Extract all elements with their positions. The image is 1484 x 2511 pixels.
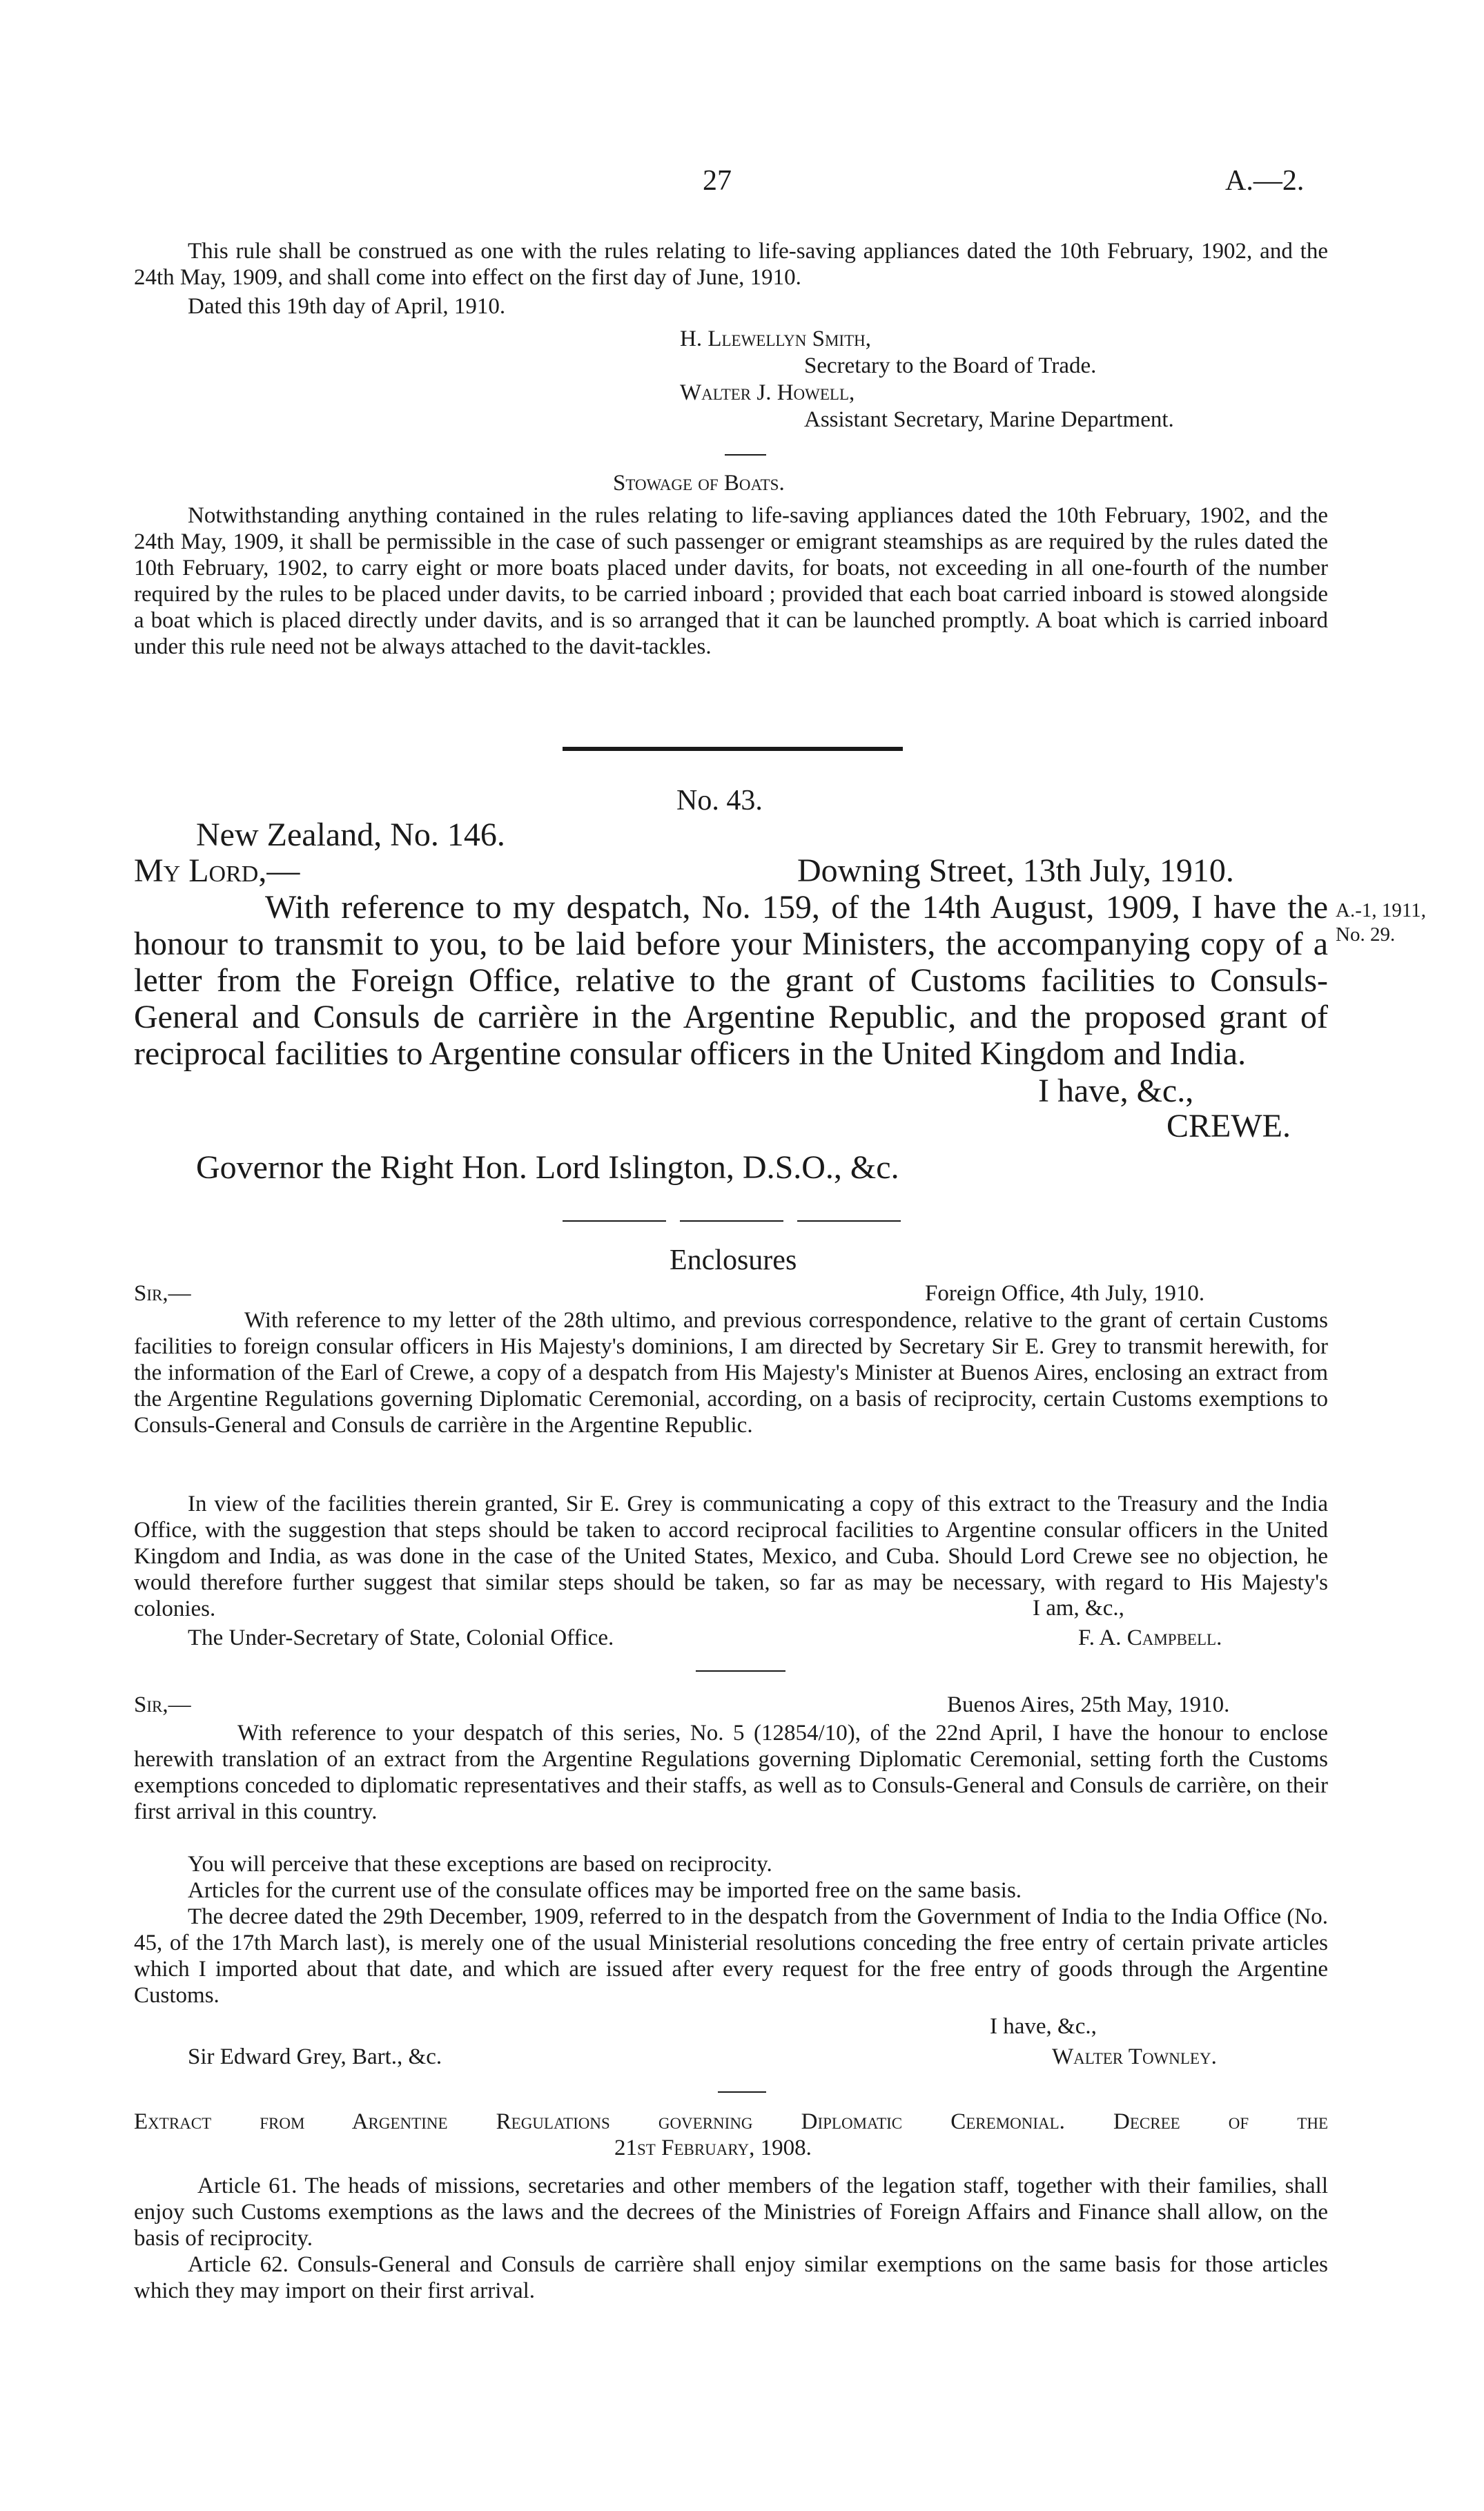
divider	[797, 1220, 901, 1222]
despatch-number: No. 43.	[676, 785, 763, 817]
article-61: Article 61. The heads of missions, secretaries and other members of the legation staff, together with their families, shall enjoy such Customs exemptions as the laws and the decrees of the Ministries of Foreign Affairs and Finance shall allow, on the basis of reciprocity.	[134, 2173, 1328, 2251]
page-number: 27	[703, 165, 732, 197]
letter1-salutation: Sir,—	[134, 1281, 191, 1306]
despatch-address-date: Downing Street, 13th July, 1910.	[797, 852, 1234, 889]
article-62: Article 62. Consuls-General and Consuls de carrière shall enjoy similar exemptions on the same basis for those articles which they may import on their first arrival.	[134, 2252, 1328, 2303]
enclosures-heading: Enclosures	[670, 1244, 797, 1276]
new-zealand-reference: New Zealand, No. 146.	[196, 817, 505, 853]
letter2-paragraph-2: You will perceive that these exceptions are based on reciprocity.	[188, 1852, 772, 1877]
stowage-heading: Stowage of Boats.	[613, 471, 785, 496]
letter2-paragraph-3: Articles for the current use of the consulate offices may be imported free on the same basis.	[188, 1878, 1022, 1903]
letter1-address-date: Foreign Office, 4th July, 1910.	[925, 1281, 1205, 1306]
despatch-closing: I have, &c.,	[1033, 1072, 1193, 1110]
divider	[680, 1220, 783, 1222]
letter1-closing: I am, &c.,	[1027, 1596, 1124, 1621]
letter1-addressee: The Under-Secretary of State, Colonial Office.	[188, 1625, 614, 1650]
margin-reference-2: No. 29.	[1336, 924, 1396, 946]
rule-paragraph: This rule shall be construed as one with the rules relating to life-saving appliances dated the 10th February, 1902, and the 24th May, 1909, and shall come into effect on the first day of June, 1910.	[134, 239, 1328, 290]
short-divider	[725, 454, 766, 456]
extract-heading-line-1: Extract from Argentine Regulations governing Diplomatic Ceremonial. Decree of the	[134, 2109, 1328, 2134]
signatory-2-name: Walter J. Howell,	[680, 380, 855, 405]
letter2-address-date: Buenos Aires, 25th May, 1910.	[947, 1692, 1230, 1717]
short-divider	[718, 2091, 766, 2093]
letter2-paragraph-4: The decree dated the 29th December, 1909, referred to in the despatch from the Government of India to the India Office (No. 45, of the 17th March last), is merely one of the usual Ministerial resolutions conceding the free entry of certain private articles which I imported about that date, and which are issued after every request for the free entry of goods through the Argentine Customs.	[134, 1904, 1328, 2008]
short-divider	[696, 1670, 785, 1672]
stowage-body: Notwithstanding anything contained in the rules relating to life-saving appliances dated the 10th February, 1902, and the 24th May, 1909, it shall be permissible in the case of such passenger or emigrant steamships as are required by the rules dated the 10th February, 1902, to carry eight or more boats placed under davits, for boats, not exceeding in all one-fourth of the number required by the rules to be placed under davits, to be carried inboard ; provided that each boat carried inboard is stowed alongside a boat which is placed directly under davits, and is so arranged that it can be launched promptly. A boat which is carried inboard under this rule need not be always attached to the davit-tackles.	[134, 503, 1328, 659]
letter2-closing: I have, &c.,	[990, 2014, 1097, 2039]
despatch-signature: CREWE.	[1166, 1108, 1291, 1144]
document-code: A.—2.	[1225, 165, 1305, 197]
letter2-signature: Walter Townley.	[1052, 2044, 1217, 2069]
signatory-1-name: H. Llewellyn Smith,	[680, 326, 871, 351]
signatory-1-title: Secretary to the Board of Trade.	[804, 353, 1097, 378]
letter1-paragraph-1: With reference to my letter of the 28th ultimo, and previous correspondence, relative to the grant of certain Customs facilities to foreign consular officers in His Majesty's dominions, I am directed by Secretary Sir E. Grey to transmit herewith, for the information of the Earl of Crewe, a copy of a despatch from His Majesty's Minister at Buenos Aires, enclosing an extract from the Argentine Regulations governing Diplomatic Ceremonial, according, on a basis of reciprocity, certain Customs exemptions to Consuls-General and Consuls de carrière in the Argentine Republic.	[134, 1308, 1328, 1438]
signatory-2-title: Assistant Secretary, Marine Department.	[804, 407, 1174, 432]
letter2-paragraph-1: With reference to your despatch of this series, No. 5 (12854/10), of the 22nd April, I have the honour to enclose herewith translation of an extract from the Argentine Regulations governing Diplomatic Ceremonial, setting forth the Customs exemptions conceded to diplomatic representatives and their staffs, as well as to Consuls-General and Consuls de carrière, on their first arrival in this country.	[134, 1721, 1328, 1824]
divider	[563, 1220, 666, 1222]
letter1-paragraph-2: In view of the facilities therein granted, Sir E. Grey is communicating a copy of this extract to the Treasury and the India Office, with the suggestion that steps should be taken to accord reciprocal facilities to Argentine consular officers in the United Kingdom and India, as was done in the case of the United States, Mexico, and Cuba. Should Lord Crewe see no objection, he would therefore further suggest that similar steps should be taken, so far as may be necessary, with regard to His Majesty's colonies.	[134, 1492, 1328, 1621]
despatch-addressee: Governor the Right Hon. Lord Islington, D.S.O., &c.	[196, 1149, 899, 1186]
margin-reference-1: A.-1, 1911,	[1336, 899, 1427, 921]
rule-dated: Dated this 19th day of April, 1910.	[188, 294, 506, 319]
despatch-body: With reference to my despatch, No. 159, of the 14th August, 1909, I have the honour to transmit to you, to be laid before your Ministers, the accompanying copy of a letter from the Foreign Office, relative to the grant of Customs facilities to Consuls-General and Consuls de carrière in the Argentine Republic, and the proposed grant of reciprocal facilities to Argentine consular officers in the United Kingdom and India.	[134, 889, 1328, 1072]
letter2-addressee: Sir Edward Grey, Bart., &c.	[188, 2044, 442, 2069]
extract-heading-line-2: 21st February, 1908.	[614, 2136, 812, 2160]
letter1-signature: F. A. Campbell.	[1078, 1625, 1222, 1650]
despatch-salutation: My Lord,—	[134, 852, 300, 889]
letter2-salutation: Sir,—	[134, 1692, 191, 1717]
thick-divider	[563, 747, 903, 751]
